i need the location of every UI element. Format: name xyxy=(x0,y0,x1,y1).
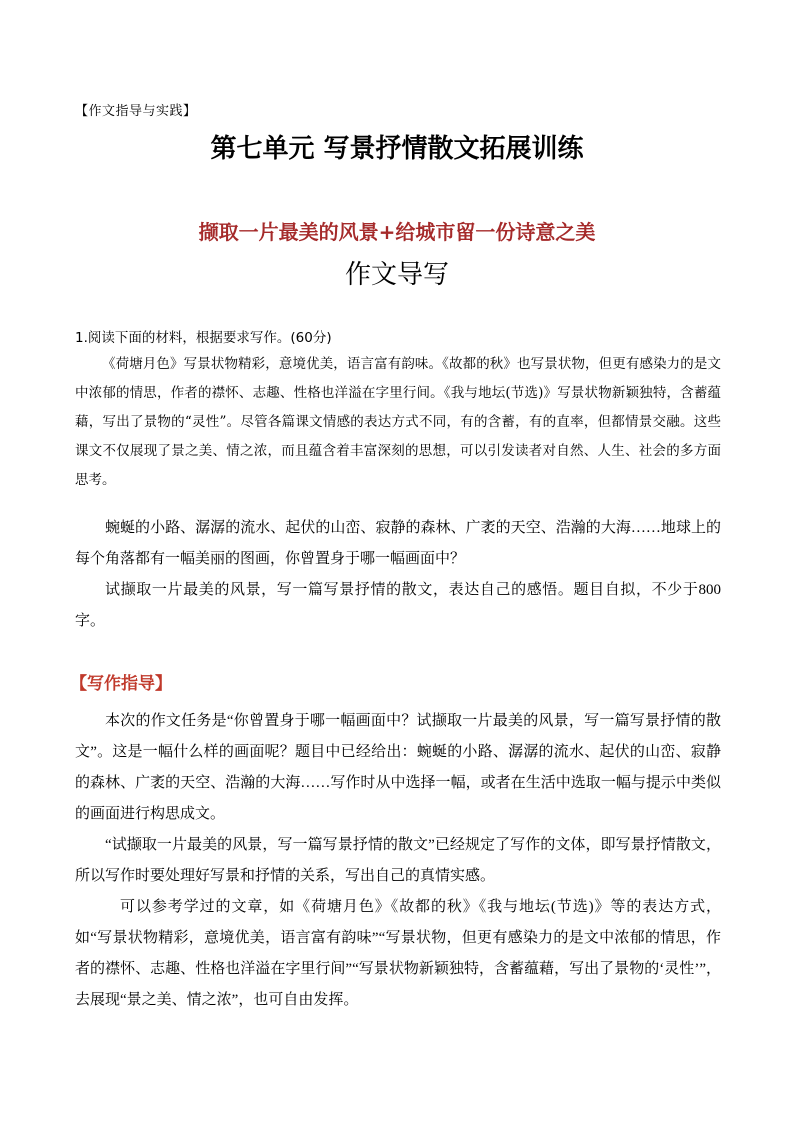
section-tag: 【作文指导与实践】 xyxy=(75,104,197,119)
section-heading: 作文导写 xyxy=(344,260,449,290)
guide-heading: 【写作指导】 xyxy=(70,674,172,694)
guide-paragraph: “试撷取一片最美的风景，写一篇写景抒情的散文”已经规定了写作的文体，即写景抒情散文，所以写作时要处理好写景和抒情的关系，写出自己的真情实感。 xyxy=(75,837,721,884)
question-prompt: 1.阅读下面的材料，根据要求写作。(60分) xyxy=(75,330,332,346)
question-body xyxy=(75,513,721,637)
material-paragraph: 《荷塘月色》写景状物精彩，意境优美，语言富有韵味。《故都的秋》也写景状物，但更有感染力的是文中浓郁的情思，作者的襟怀、志趣、性格也洋溢在字里行间。《我与地坛(节选)》写景状物新颖独特，含蓄蕴藉，写出了景物的“灵性”。尽管各篇课文情感的表达方式不同，有的含蓄，有的直率，但都情景交融。这些课文不仅展现了景之美、情之浓，而且蕴含着丰富深刻的思想，可以引发读者对自然、人生、社会的多方面思考。 xyxy=(75,356,721,488)
topic-subtitle: 撷取一片最美的风景+给城市留一份诗意之美 xyxy=(198,220,596,244)
unit-title: 第七单元 写景抒情散文拓展训练 xyxy=(210,134,584,164)
question-paragraph: 蜿蜒的小路、潺潺的流水、起伏的山峦、寂静的森林、广袤的天空、浩瀚的大海……地球上的每个角落都有一幅美丽的图画，你曾置身于哪一幅画面中？ xyxy=(75,520,721,567)
guide-paragraph: 可以参考学过的文章，如《荷塘月色》《故都的秋》《我与地坛(节选)》等的表达方式，如“写景状物精彩，意境优美，语言富有韵味”“写景状物，但更有感染力的是文中浓郁的情思，作者的襟怀、志趣、性格也洋溢在字里行间”“写景状物新颖独特，含蓄蕴藉，写出了景物的‘灵性’”，去展现“景之美、情之浓”，也可自由发挥。 xyxy=(75,899,721,1008)
question-paragraph: 试撷取一片最美的风景，写一篇写景抒情的散文，表达自己的感悟。题目自拟，不少于800字。 xyxy=(75,582,721,629)
guide-paragraph: 本次的作文任务是“你曾置身于哪一幅画面中？试撷取一片最美的风景，写一篇写景抒情的散文”。这是一幅什么样的画面呢？题目中已经给出：蜿蜒的小路、潺潺的流水、起伏的山峦、寂静的森林、广袤的天空、浩瀚的大海……写作时从中选择一幅，或者在生活中选取一幅与提示中类似的画面进行构思成文。 xyxy=(75,713,721,822)
reading-material xyxy=(75,350,721,495)
guide-body xyxy=(75,706,721,1016)
